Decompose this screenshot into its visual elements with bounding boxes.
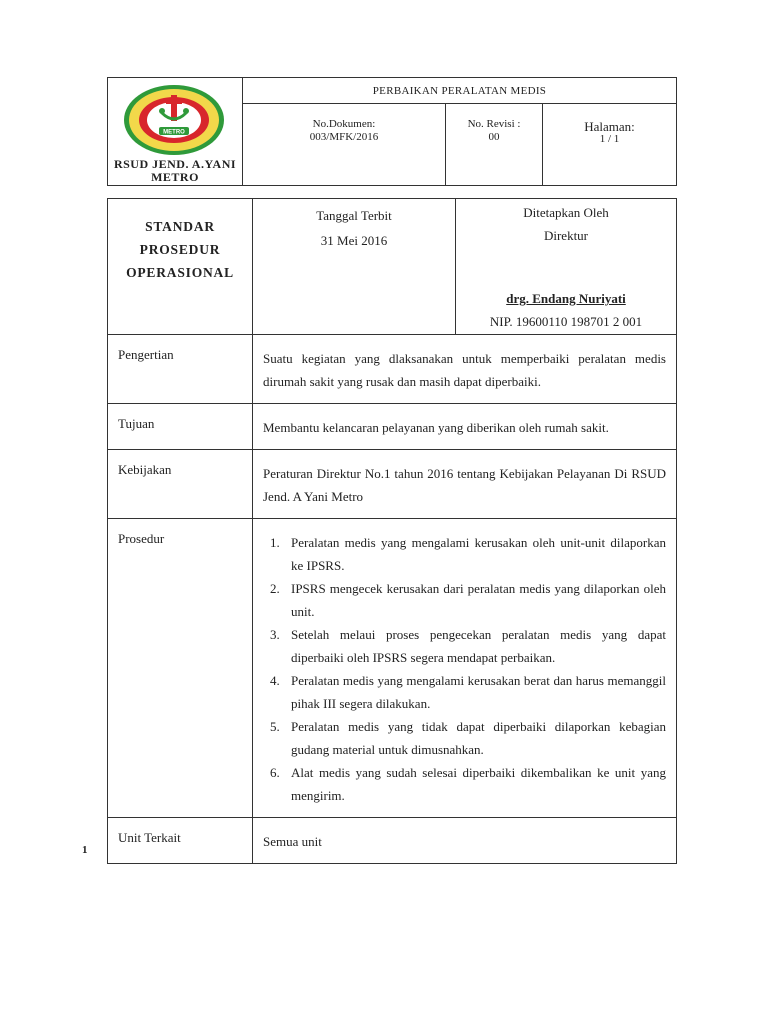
- prosedur-content: [253, 519, 677, 818]
- prosedur-item: 3. Setelah melaui proses pengecekan peralatan medis yang dapat diperbaiki oleh IPSRS segera mendapat perbaikan.: [283, 623, 666, 669]
- sop-title-cell: [108, 199, 253, 335]
- no-revisi-value: 00: [488, 131, 500, 143]
- document-header-table: [107, 77, 677, 186]
- unit-terkait-text: Semua unit: [253, 818, 677, 864]
- prosedur-item: 6. Alat medis yang sudah selesai diperbaiki dikembalikan ke unit yang mengirim.: [283, 761, 666, 807]
- tanggal-terbit-label: Tanggal Terbit: [316, 208, 392, 223]
- sop-title-line3: OPERASIONAL: [126, 265, 234, 280]
- sop-title-line1: STANDAR: [145, 219, 215, 234]
- tujuan-label: Tujuan: [108, 404, 253, 450]
- prosedur-item: 1. Peralatan medis yang mengalami kerusakan oleh unit-unit dilaporkan ke IPSRS.: [283, 531, 666, 577]
- halaman-cell: [543, 104, 677, 186]
- prosedur-item: 4. Peralatan medis yang mengalami kerusakan berat dan harus memanggil pihak III segera dilakukan.: [283, 669, 666, 715]
- hospital-logo: [122, 83, 226, 157]
- tujuan-text: Membantu kelancaran pelayanan yang diberikan oleh rumah sakit.: [253, 404, 677, 450]
- pengertian-text: Suatu kegiatan yang dlaksanakan untuk memperbaiki peralatan medis dirumah sakit yang rusak dan masih dapat diperbaiki.: [253, 335, 677, 404]
- ditetapkan-cell: [456, 199, 677, 335]
- hospital-name-line2: METRO: [151, 170, 199, 184]
- signer-nip: NIP. 19600110 198701 2 001: [489, 314, 643, 329]
- no-dokumen-value: 003/MFK/2016: [309, 131, 379, 143]
- hospital-name-line1: RSUD JEND. A.YANI: [113, 157, 237, 171]
- page-number: 1: [82, 844, 88, 856]
- halaman-value: 1 / 1: [599, 133, 620, 145]
- sop-table: [107, 198, 677, 864]
- kebijakan-label: Kebijakan: [108, 450, 253, 519]
- no-dokumen-label: No.Dokumen:: [312, 118, 376, 130]
- kebijakan-text: Peraturan Direktur No.1 tahun 2016 tentang Kebijakan Pelayanan Di RSUD Jend. A Yani Metro: [253, 450, 677, 519]
- prosedur-item: 5. Peralatan medis yang tidak dapat diperbaiki dilaporkan kebagian gudang material untuk dimusnahkan.: [283, 715, 666, 761]
- sop-title-line2: PROSEDUR: [139, 242, 221, 257]
- halaman-label: Halaman:: [584, 119, 635, 134]
- ditetapkan-label: Ditetapkan Oleh: [523, 205, 609, 220]
- tanggal-terbit-value: 31 Mei 2016: [320, 233, 388, 248]
- prosedur-list: [263, 531, 666, 807]
- signer-name: drg. Endang Nuriyati: [506, 291, 626, 306]
- svg-text:METRO: METRO: [163, 129, 185, 136]
- no-revisi-cell: [446, 104, 543, 186]
- prosedur-label: Prosedur: [108, 519, 253, 818]
- hospital-name: [108, 158, 242, 184]
- pengertian-label: Pengertian: [108, 335, 253, 404]
- tanggal-terbit-cell: [253, 199, 456, 335]
- unit-terkait-label: Unit Terkait: [108, 818, 253, 864]
- ditetapkan-role: Direktur: [543, 228, 589, 243]
- no-revisi-label: No. Revisi :: [467, 118, 521, 130]
- no-dokumen-cell: [243, 104, 446, 186]
- prosedur-item: 2. IPSRS mengecek kerusakan dari peralatan medis yang dilaporkan oleh unit.: [283, 577, 666, 623]
- logo-cell: [108, 78, 243, 186]
- document-title: PERBAIKAN PERALATAN MEDIS: [243, 78, 677, 104]
